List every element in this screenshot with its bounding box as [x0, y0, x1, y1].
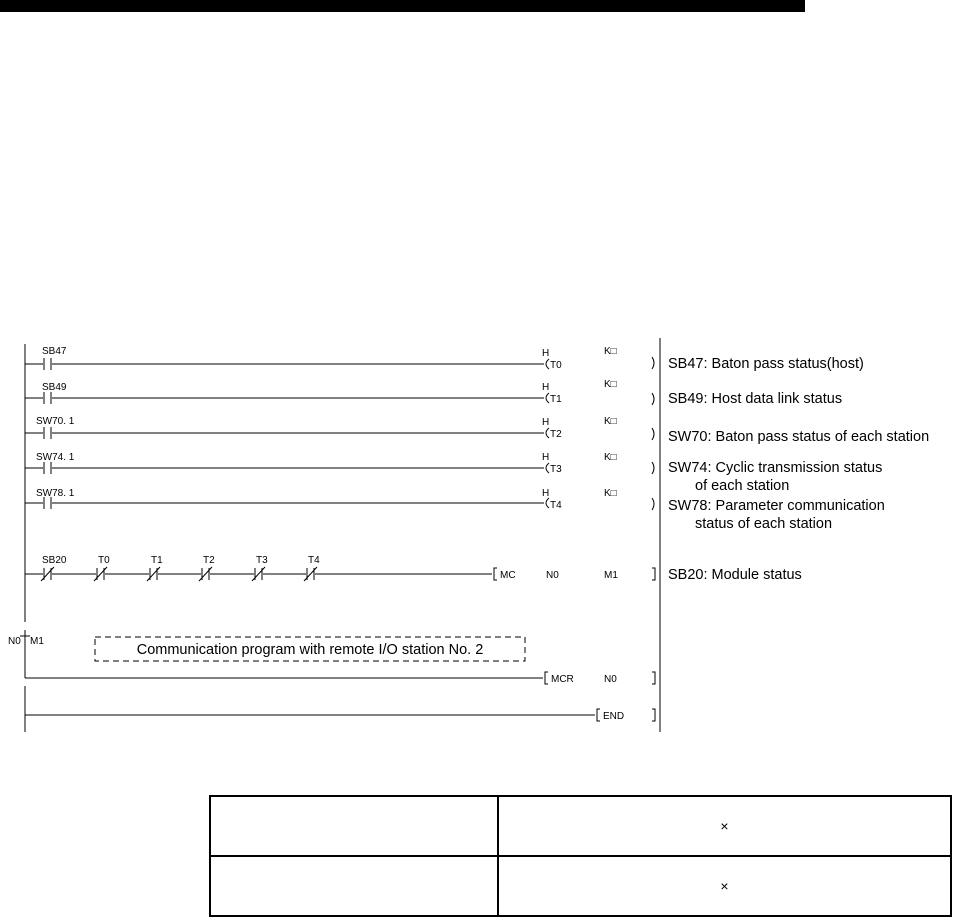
rung-3-coil-h: H	[542, 452, 550, 463]
rung-3-comment: SW74: Cyclic transmission status	[668, 460, 883, 476]
rung-2	[25, 416, 929, 445]
rung-1-comment: SB49: Host data link status	[668, 391, 843, 407]
nesting-marker	[8, 632, 44, 647]
rung-2-k-value: K□	[604, 416, 617, 427]
end-instruction: END	[603, 711, 625, 722]
svg-text:T3: T3	[256, 555, 268, 566]
mc-arg-n: N0	[546, 570, 559, 581]
rung-4-coil-label: T4	[550, 500, 562, 511]
rung-4-contact-label: SW78. 1	[36, 488, 75, 499]
rung-0-coil	[546, 359, 549, 369]
rung-0-comment: SB47: Baton pass status(host)	[668, 356, 864, 372]
rung-2-coil	[546, 428, 549, 438]
rung-0-k-value: K□	[604, 346, 617, 357]
rung-3	[25, 452, 882, 494]
rung-3-comment-line2: of each station	[695, 478, 790, 494]
mc-contact-t2	[199, 555, 215, 581]
rung-4-comment-line2: status of each station	[695, 516, 833, 532]
mc-contact-sb20	[41, 555, 67, 581]
rung-2-comment: SW70: Baton pass status of each station	[668, 429, 930, 445]
rung-2-coil-h: H	[542, 417, 550, 428]
mcr-arg-n: N0	[604, 674, 617, 685]
rung-0-contact-label: SB47	[42, 346, 67, 357]
program-box-label: Communication program with remote I/O station No. 2	[136, 642, 484, 658]
rung-1	[25, 379, 842, 407]
rung-4-bracket	[652, 498, 654, 510]
svg-text:T0: T0	[98, 555, 110, 566]
header-bar	[0, 0, 805, 12]
rung-1-coil-label: T1	[550, 394, 562, 405]
table-cell	[210, 856, 498, 916]
rung-2-bracket	[652, 428, 654, 440]
mc-contact-t4	[304, 555, 320, 581]
rung-0-coil-label: T0	[550, 360, 562, 371]
mc-contact-t1	[147, 555, 163, 581]
rung-1-coil	[546, 393, 549, 403]
mc-instruction: MC	[500, 570, 516, 581]
mc-contact-t0	[94, 555, 110, 581]
table-row	[210, 796, 951, 856]
mcr-end-bracket	[652, 672, 655, 684]
mcr-instruction: MCR	[551, 674, 574, 685]
mc-rung	[25, 555, 802, 583]
rung-0-bracket	[652, 357, 654, 369]
bottom-table	[209, 795, 952, 917]
svg-text:T2: T2	[203, 555, 215, 566]
rung-0	[25, 346, 864, 372]
end-instruction-bracket	[597, 709, 600, 721]
svg-text:T4: T4	[308, 555, 320, 566]
nesting-m-label: M1	[30, 636, 44, 647]
table-cell	[210, 796, 498, 856]
rung-1-coil-h: H	[542, 382, 550, 393]
rung-3-contact-label: SW74. 1	[36, 452, 75, 463]
table-row	[210, 856, 951, 916]
mc-end-bracket	[652, 568, 655, 580]
mc-comment: SB20: Module status	[668, 567, 802, 583]
rung-4-k-value: K□	[604, 488, 617, 499]
rung-4-coil	[546, 498, 549, 508]
ladder-diagram	[0, 330, 960, 740]
rung-3-coil-label: T3	[550, 464, 562, 475]
rung-3-bracket	[652, 462, 654, 474]
end-rung	[25, 709, 655, 722]
mc-arg-m: M1	[604, 570, 618, 581]
svg-text:T1: T1	[151, 555, 163, 566]
rung-1-k-value: K□	[604, 379, 617, 390]
mc-instruction-bracket	[494, 568, 497, 580]
rung-1-bracket	[652, 393, 654, 405]
rung-0-coil-h: H	[542, 348, 550, 359]
rung-3-coil	[546, 463, 549, 473]
table-cell: ×	[498, 856, 951, 916]
mcr-rung	[25, 672, 655, 685]
svg-text:SB20: SB20	[42, 555, 67, 566]
end-end-bracket	[652, 709, 655, 721]
nesting-n-label: N0	[8, 636, 21, 647]
rung-4	[25, 488, 885, 532]
rung-1-contact-label: SB49	[42, 382, 67, 393]
rung-4-coil-h: H	[542, 488, 550, 499]
rung-3-k-value: K□	[604, 452, 617, 463]
rung-2-contact-label: SW70. 1	[36, 416, 75, 427]
rung-2-coil-label: T2	[550, 429, 562, 440]
rung-4-comment: SW78: Parameter communication	[668, 498, 885, 514]
mc-contact-t3	[252, 555, 268, 581]
table-cell: ×	[498, 796, 951, 856]
mcr-instruction-bracket	[545, 672, 548, 684]
